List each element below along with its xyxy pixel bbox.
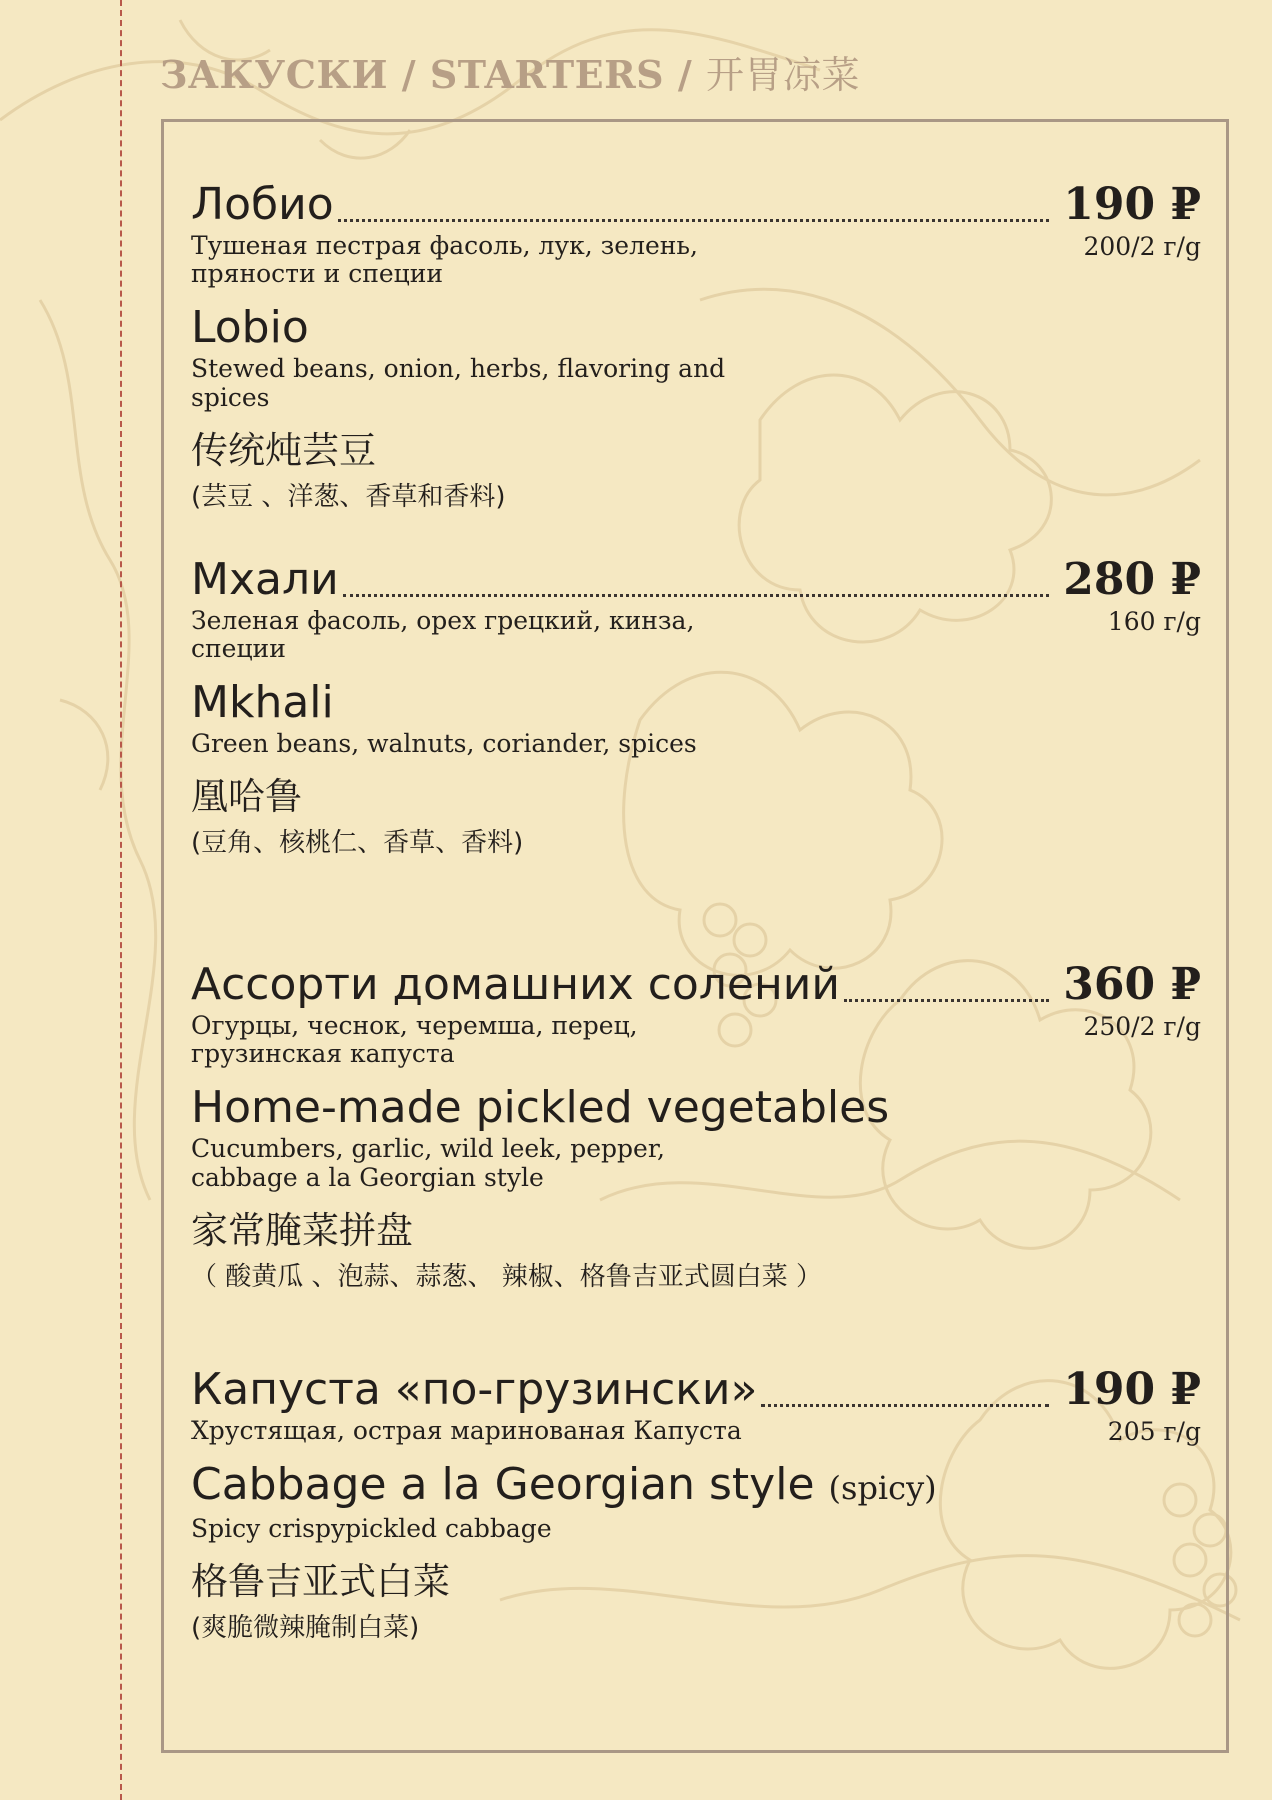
menu-item xyxy=(191,952,1201,1294)
dish-description-en: Cucumbers, garlic, wild leek, pepper, cabbage a la Georgian style xyxy=(191,1134,665,1192)
dish-description-cn: (芸豆 、洋葱、香草和香料) xyxy=(191,482,506,512)
dot-leader xyxy=(844,998,1049,1002)
spicy-note: (spicy) xyxy=(828,1469,937,1507)
dish-name-ru: Капуста «по-грузински» xyxy=(191,1364,758,1415)
dish-description-cn: （ 酸黄瓜 、泡蒜、蒜葱、 辣椒、格鲁吉亚式圆白菜 ） xyxy=(191,1262,823,1292)
menu-item xyxy=(191,1357,1201,1645)
heading-en: STARTERS xyxy=(429,52,665,97)
margin-rule xyxy=(120,0,122,1800)
dish-name-cn: 凰哈鲁 xyxy=(191,775,302,818)
dish-name-ru: Мхали xyxy=(191,554,339,605)
dish-name-cn: 家常腌菜拼盘 xyxy=(191,1209,413,1252)
dish-name-en: Mkhali xyxy=(191,677,334,728)
dish-name-en-text: Cabbage a la Georgian style xyxy=(191,1459,815,1510)
dish-description-en: Green beans, walnuts, coriander, spices xyxy=(191,729,697,758)
dish-name-en: Home-made pickled vegetables xyxy=(191,1082,890,1133)
dish-name-en: Lobio xyxy=(191,302,309,353)
dish-description-ru: Хрустящая, острая маринованая Капуста xyxy=(191,1416,742,1445)
title-row xyxy=(191,1357,1201,1415)
dish-price: 280 ₽ xyxy=(1063,554,1201,605)
dish-name-cn: 传统炖芸豆 xyxy=(191,429,376,472)
menu-item xyxy=(191,547,1201,860)
title-row xyxy=(191,547,1201,605)
dish-price: 360 ₽ xyxy=(1063,959,1201,1010)
dot-leader xyxy=(343,593,1050,597)
section-heading xyxy=(160,44,860,99)
dish-description-cn: (爽脆微辣腌制白菜) xyxy=(191,1613,420,1643)
dish-price: 190 ₽ xyxy=(1063,1364,1201,1415)
dish-weight: 250/2 г/g xyxy=(1083,1012,1201,1041)
heading-separator: / xyxy=(387,52,430,97)
menu-item xyxy=(191,172,1201,514)
dish-name-ru: Ассорти домашних солений xyxy=(191,959,840,1010)
dish-description-ru: Зеленая фасоль, орех грецкий, кинза, специи xyxy=(191,606,695,663)
dish-description-ru: Тушеная пестрая фасоль, лук, зелень, пряности и специи xyxy=(191,231,698,288)
dish-description-en: Stewed beans, onion, herbs, flavoring and spices xyxy=(191,354,726,412)
dish-price: 190 ₽ xyxy=(1063,179,1201,230)
dish-weight: 205 г/g xyxy=(1107,1417,1201,1446)
dish-description-ru: Огурцы, чеснок, черемша, перец, грузинская капуста xyxy=(191,1011,638,1068)
dish-name-ru: Лобио xyxy=(191,179,334,230)
dish-name-en xyxy=(191,1459,1201,1514)
heading-separator: / xyxy=(664,52,706,97)
dish-name-cn: 格鲁吉亚式白菜 xyxy=(191,1560,450,1603)
dish-weight: 160 г/g xyxy=(1107,607,1201,636)
heading-ru: ЗАКУСКИ xyxy=(160,52,388,97)
dish-description-en: Spicy crispypickled cabbage xyxy=(191,1514,552,1543)
dish-weight: 200/2 г/g xyxy=(1083,232,1201,261)
dot-leader xyxy=(761,1403,1049,1407)
dish-description-cn: (豆角、核桃仁、香草、香料) xyxy=(191,828,524,858)
title-row xyxy=(191,952,1201,1010)
title-row xyxy=(191,172,1201,230)
heading-cn: 开胃凉菜 xyxy=(705,53,860,97)
dot-leader xyxy=(338,218,1050,222)
